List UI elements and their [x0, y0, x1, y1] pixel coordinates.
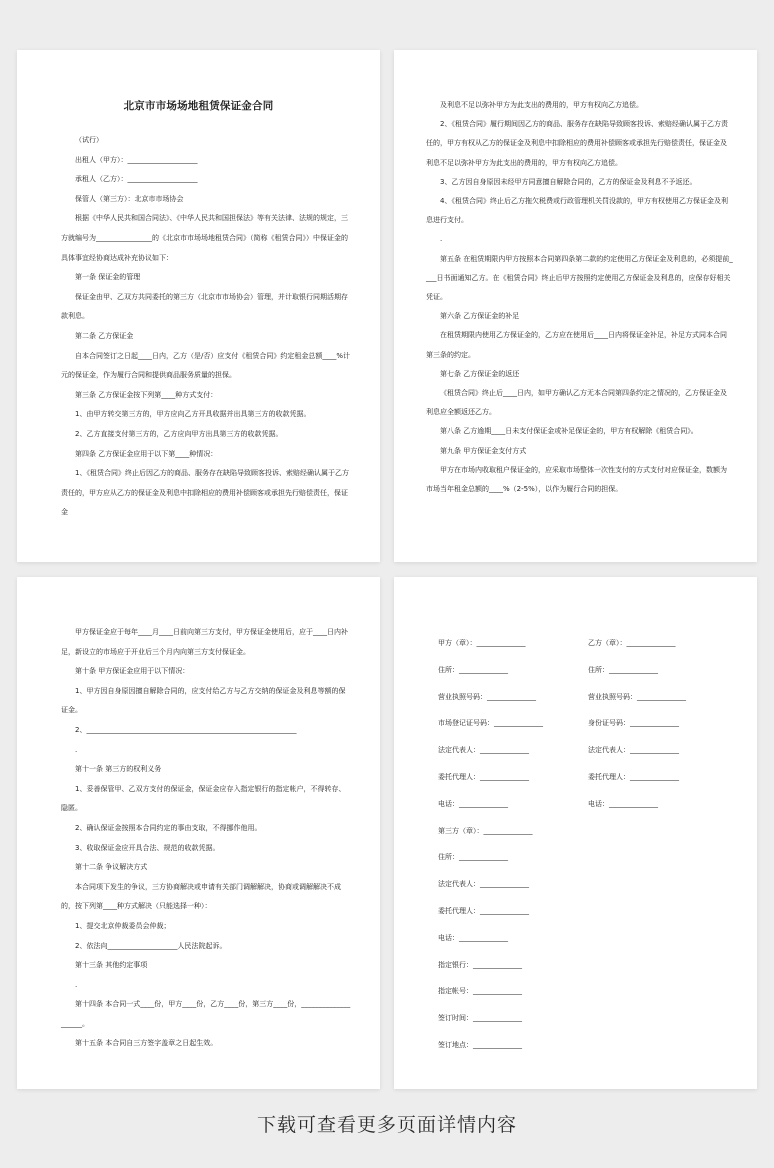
- contract-paragraph: 在租赁期限内使用乙方保证金的，乙方应在使用后____日内将保证金补足，补足方式同本合同第三条的约定。: [426, 331, 727, 359]
- signature-block: [438, 627, 747, 1063]
- contract-paragraph: 第十五条 本合同自三方签字盖章之日起生效。: [75, 1039, 218, 1048]
- contract-paragraph: 3、乙方因自身原因未经甲方同意擅自解除合同的，乙方的保证金及利息不予返还。: [440, 177, 697, 186]
- signature-field: 甲方（章）：______________: [438, 639, 526, 647]
- signature-field: 签订地点：______________: [438, 1040, 522, 1049]
- contract-paragraph: 根据《中华人民共和国合同法》、《中华人民共和国担保法》等有关法律、法规的规定，三方就编号为________________的《北京市市场场地租赁合同》（简称《租赁合同》）中保证金的具体事宜经协商达成补充协议如下：: [61, 214, 348, 262]
- signature-field: 电话：______________: [438, 933, 508, 942]
- document-page-4-signatures: [394, 577, 757, 1089]
- download-more-footer[interactable]: 下载可查看更多页面详情内容: [256, 1114, 517, 1136]
- contract-paragraph: .: [440, 235, 443, 244]
- contract-paragraph: 4、《租赁合同》终止后乙方拖欠税费或行政管理机关罚没款的，甲方有权使用乙方保证金及利息进行支付。: [426, 197, 728, 225]
- contract-paragraph: 2、依法向____________________人民法院起诉。: [75, 941, 227, 950]
- contract-paragraph: 1、甲方因自身原因擅自解除合同的，应支付给乙方与乙方交纳的保证金及利息等额的保证金。: [61, 686, 346, 715]
- signature-field: 委托代理人：______________: [588, 772, 679, 781]
- contract-paragraph: 2、确认保证金按照本合同约定的事由支取，不得挪作他用。: [75, 823, 262, 832]
- contract-paragraph: 2、____________________________________________________________: [75, 725, 297, 734]
- signature-field: 委托代理人：______________: [438, 906, 529, 915]
- contract-paragraph: 自本合同签订之日起____日内，乙方（是/否）应支付《租赁合同》约定租金总额____%计元的保证金，作为履行合同和提供商品服务质量的担保。: [61, 351, 351, 380]
- signature-field: 指定银行：______________: [438, 960, 522, 969]
- contract-paragraph: 第六条 乙方保证金的补足: [440, 312, 520, 321]
- signature-field: 乙方（章）：______________: [588, 639, 676, 647]
- signature-field: 电话：______________: [438, 799, 508, 808]
- contract-paragraph: .: [75, 745, 78, 754]
- contract-paragraph: 保证金由甲、乙双方共同委托的第三方（北京市市场协会）管理，并计取银行同期活期存款利息。: [61, 292, 348, 321]
- signature-field: 住所：______________: [438, 853, 508, 862]
- contract-paragraph: 保管人（第三方）：北京市市场协会: [75, 194, 184, 203]
- contract-paragraph: 2、《租赁合同》履行期间因乙方的商品、服务存在缺陷导致顾客投诉、索赔经确认属于乙方责任的，甲方有权从乙方的保证金及利息中扣除相应的费用补偿顾客或承担先行赔偿责任，保证金及利息不足以弥补甲方为此支出的费用的，甲方有权向乙方追偿。: [426, 120, 728, 167]
- signature-field: 电话：______________: [588, 799, 658, 808]
- document-title: 北京市市场场地租赁保证金合同: [123, 100, 274, 112]
- contract-paragraph: 2、乙方直接支付第三方的，乙方应向甲方出具第三方的收款凭据。: [75, 429, 283, 438]
- signature-field: 法定代表人：______________: [438, 746, 529, 755]
- document-page-3: [17, 577, 380, 1089]
- signature-field: 法定代表人：______________: [588, 746, 679, 755]
- contract-paragraph: 甲方保证金应于每年____月____日前向第三方支付，甲方保证金使用后，应于____日内补足，新设立的市场应于开业后三个月内向第三方支付保证金。: [61, 628, 348, 656]
- contract-paragraph: 出租人（甲方）：____________________: [75, 155, 198, 164]
- document-page-1: [17, 50, 380, 562]
- contract-paragraph: 1、妥善保管甲、乙双方支付的保证金，保证金应存入指定银行的指定帐户，不得转存、隐匿。: [61, 784, 346, 813]
- contract-paragraph: 《租赁合同》终止后____日内，如甲方确认乙方无本合同第四条约定之情况的，乙方保证金及利息应全额返还乙方。: [426, 389, 727, 417]
- page-1-body: [61, 131, 352, 523]
- page-2-body: [426, 96, 733, 499]
- signature-field: 身份证号码：______________: [588, 719, 679, 728]
- signature-field: 指定帐号：______________: [438, 987, 522, 996]
- contract-paragraph: 1、由甲方转交第三方的，甲方应向乙方开具收据并出具第三方的收款凭据。: [75, 410, 311, 419]
- contract-paragraph: 第二条 乙方保证金: [75, 331, 134, 340]
- contract-paragraph: .: [75, 980, 78, 989]
- contract-paragraph: 甲方在市场内收取租户保证金的，应采取市场整体一次性支付的方式支付对应保证金，数额为市场当年租金总额的____%（2-5%），以作为履行合同的担保。: [426, 465, 727, 494]
- signature-field: 签订时间：______________: [438, 1014, 522, 1023]
- contract-paragraph: 第十三条 其他约定事项: [75, 961, 148, 970]
- contract-paragraph: 第十四条 本合同一式____份，甲方____份，乙方____份，第三方____份，____________________。: [61, 1000, 351, 1028]
- signature-field: 营业执照号码：______________: [588, 692, 686, 701]
- signature-field: 住所：______________: [438, 665, 508, 674]
- contract-paragraph: 第八条 乙方逾期____日未支付保证金或补足保证金的，甲方有权解除《租赁合同》。: [440, 427, 698, 436]
- signature-field: 住所：______________: [588, 665, 658, 674]
- contract-paragraph: 第十二条 争议解决方式: [75, 863, 148, 872]
- contract-paragraph: 第九条 甲方保证金支付方式: [440, 446, 527, 455]
- contract-paragraph: 第七条 乙方保证金的返还: [440, 369, 520, 378]
- contract-paragraph: （试行）: [75, 136, 103, 144]
- contract-paragraph: 第十一条 第三方的权利义务: [75, 765, 162, 774]
- signature-field: 第三方（章）：______________: [438, 826, 533, 835]
- contract-paragraph: 3、收取保证金应开具合法、规范的收款凭据。: [75, 843, 220, 852]
- signature-field: 委托代理人：______________: [438, 772, 529, 781]
- contract-paragraph: 第三条 乙方保证金按下列第____种方式支付：: [75, 390, 218, 399]
- signature-field: 市场登记证号码：______________: [438, 719, 543, 728]
- document-page-2: [394, 50, 757, 562]
- signature-field: 法定代表人：______________: [438, 880, 529, 889]
- contract-paragraph: 第一条 保证金的管理: [75, 273, 141, 282]
- contract-paragraph: 1、提交北京仲裁委员会仲裁；: [75, 921, 171, 930]
- signature-column-right: [588, 627, 738, 1063]
- contract-paragraph: 1、《租赁合同》终止后因乙方的商品、服务存在缺陷导致顾客投诉、索赔经确认属于乙方责任的，甲方应从乙方的保证金及利息中扣除相应的费用补偿顾客或承担先行赔偿责任，保证金: [61, 469, 349, 517]
- signature-field: 营业执照号码：______________: [438, 692, 536, 701]
- contract-paragraph: 第四条 乙方保证金应用于以下第____种情况：: [75, 449, 218, 458]
- contract-paragraph: 第五条 在租赁期限内甲方按照本合同第四条第二款的约定使用乙方保证金及利息的，必须提前____日书面通知乙方。在《租赁合同》终止后甲方按照约定使用乙方保证金及利息的，应保存好相关凭证。: [426, 254, 733, 302]
- contract-paragraph: 及利息不足以弥补甲方为此支出的费用的，甲方有权向乙方追偿。: [440, 101, 643, 109]
- contract-paragraph: 承租人（乙方）：____________________: [75, 175, 198, 184]
- contract-paragraph: 本合同项下发生的争议，三方协商解决或申请有关部门调解解决，协商或调解解决不成的，按下列第____种方式解决（只能选择一种）：: [61, 882, 341, 911]
- signature-column-left: [438, 627, 588, 1063]
- page-3-body: [61, 623, 352, 1054]
- contract-paragraph: 第十条 甲方保证金应用于以下情况：: [75, 667, 190, 676]
